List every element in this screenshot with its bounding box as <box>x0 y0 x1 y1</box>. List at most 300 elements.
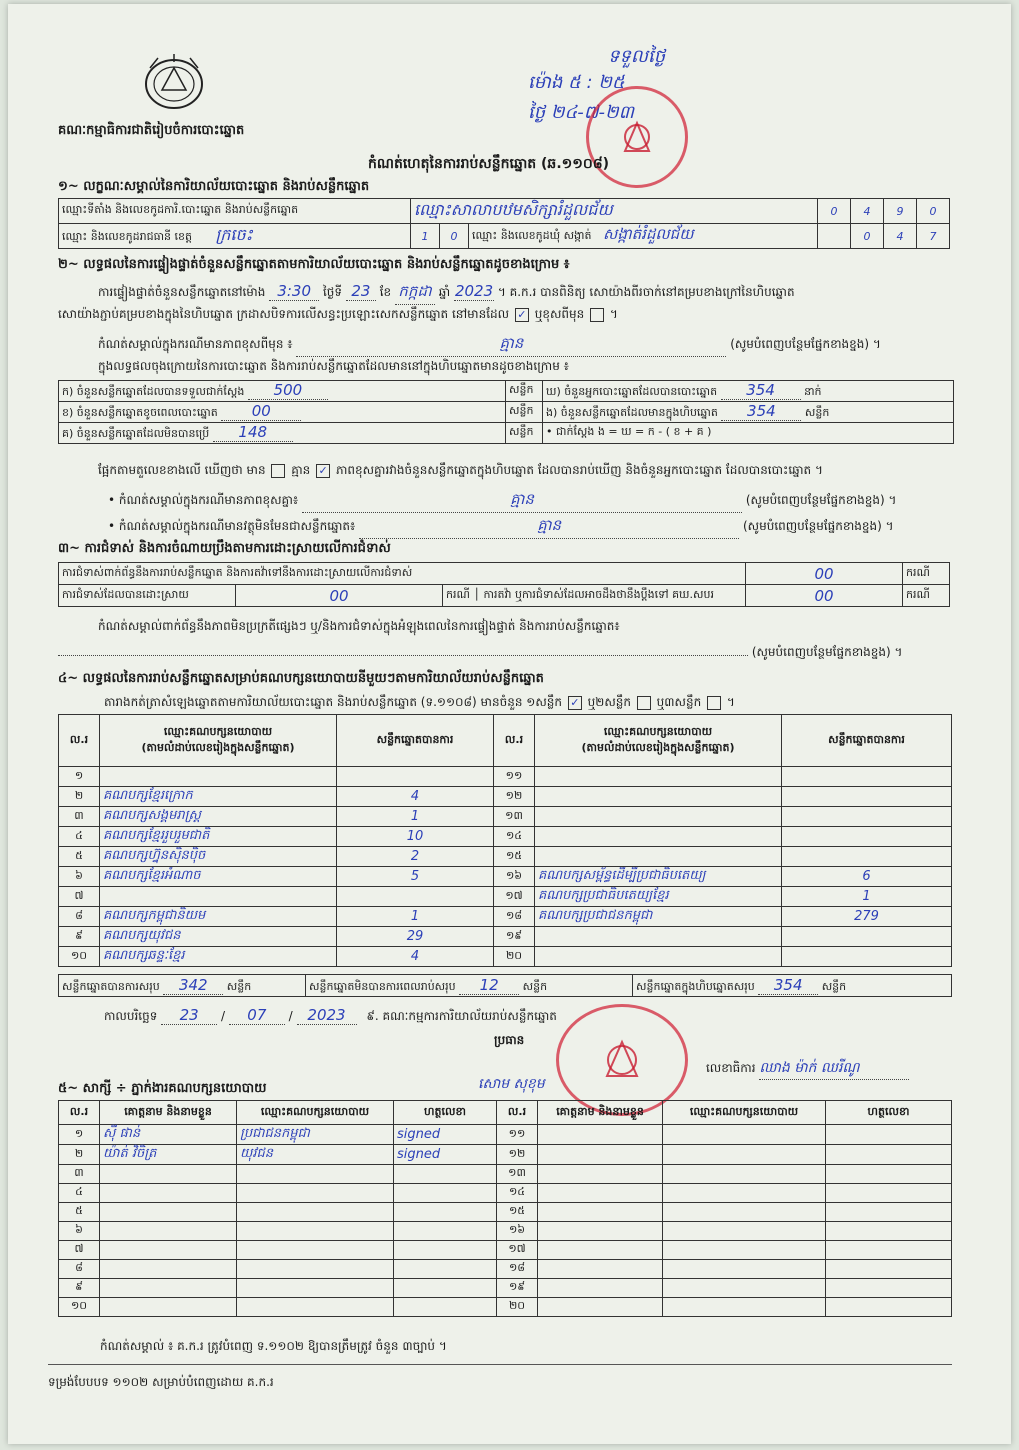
party-votes: 2 <box>337 847 494 867</box>
ballot-row-2 <box>59 402 954 423</box>
section4-title: ៤~ លទ្ធផលនៃការរាប់សន្លឹកឆ្នោតសម្រាប់គណបក្សនយោបាយនីមួយៗតាមការិយាល័យរាប់សន្លឹកឆ្នោត <box>58 671 544 686</box>
total-invalid-label: សន្លឹកឆ្នោតមិនបានការពេលរាប់សរុប <box>309 979 456 993</box>
total-valid-value: 342 <box>163 976 223 995</box>
office-code-1: 0 <box>818 199 851 224</box>
foreign-object-label: • កំណត់សម្គាល់ក្នុងករណីមានវត្ថុមិនមែនជាសន្លឹកឆ្នោត៖ <box>108 519 356 533</box>
witness-name <box>538 1184 663 1203</box>
verify-text: ការផ្ទៀងផ្ទាត់ចំនួនសន្លឹកឆ្នោតនៅម៉ោង <box>98 285 266 299</box>
party-name: គណបក្សប្រជាធិបតេយ្យខ្មែរ <box>535 887 782 907</box>
table-row <box>59 1203 952 1222</box>
party-name: គណបក្សប្រជាជនកម្ពុជា <box>535 907 782 927</box>
witness-no: ៩ <box>59 1279 100 1298</box>
compare-line <box>98 462 823 480</box>
compare-none-label: គ្មាន <box>291 463 311 477</box>
seal-changed-label: ឬខុសពីមុន <box>534 307 585 321</box>
party-no: ៤ <box>59 827 100 847</box>
verify-day: 23 <box>346 282 376 301</box>
date-label: កាលបរិច្ឆេទ <box>104 1009 158 1023</box>
witness-col-no-right: ល.រ <box>497 1101 538 1125</box>
party-votes <box>782 807 952 827</box>
table-row <box>59 1125 952 1145</box>
received-value: 500 <box>248 381 328 400</box>
party-no: ១ <box>59 767 100 787</box>
party-votes: 10 <box>337 827 494 847</box>
table-row <box>59 1298 952 1317</box>
party-no: ១៦ <box>494 867 535 887</box>
party-votes <box>337 767 494 787</box>
table-row <box>59 827 952 847</box>
total-invalid-value: 12 <box>459 976 519 995</box>
party-votes: 1 <box>337 907 494 927</box>
witness-name <box>538 1165 663 1184</box>
received-note-3: ថ្ងៃ ២៤-៧-២៣ <box>528 102 634 123</box>
date-month: 07 <box>229 1006 285 1025</box>
table-row <box>59 1279 952 1298</box>
table-row <box>59 1260 952 1279</box>
witness-name <box>538 1298 663 1317</box>
party-no: ១៧ <box>494 887 535 907</box>
office-label: ឈ្មោះទីតាំង និងលេខកូដការិ.បោះឆ្នោត និងរាប់សន្លឹកឆ្នោត <box>59 199 411 224</box>
witness-no: ១៥ <box>497 1203 538 1222</box>
table-row <box>59 887 952 907</box>
party-no: ៦ <box>59 867 100 887</box>
party-no: ១០ <box>59 947 100 967</box>
witness-name <box>538 1125 663 1145</box>
table-row <box>59 1165 952 1184</box>
verify-tail: ។ គ.ក.រ បានពិនិត្យ សោយ៉ាងពីរចាក់នៅគម្របខាងក្រៅនៃហិបឆ្នោត <box>497 285 795 299</box>
witness-no: ៨ <box>59 1260 100 1279</box>
compare-text: ផ្អែកតាមតួលេខខាងលើ ឃើញថា មាន <box>98 463 266 477</box>
witness-party <box>663 1222 826 1241</box>
total-box-value: 354 <box>758 976 818 995</box>
witness-name <box>100 1222 237 1241</box>
verify-month: កក្កដា <box>395 282 435 305</box>
office-value: ឈ្មោះសាលាបឋមសិក្សារំដួលជ័យ <box>411 199 818 224</box>
seal-text: សោយ៉ាងភ្ជាប់គម្របខាងក្នុងនៃហិបឆ្នោត ក្រដាសបិទការលើសន្ធះប្រឡោះសេកសន្លឹកឆ្នោត នៅមានដែល <box>58 307 510 321</box>
witness-signature <box>394 1298 497 1317</box>
office-code-4: 0 <box>917 199 950 224</box>
voters-value: 354 <box>721 381 801 400</box>
party-no: ១៨ <box>494 907 535 927</box>
party-name <box>100 767 337 787</box>
col-no-right: ល.រ <box>494 715 535 767</box>
witness-no: ១១ <box>497 1125 538 1145</box>
witness-name: យ៉ាត់ វិចិត្រ <box>100 1145 237 1165</box>
witness-no: ១៤ <box>497 1184 538 1203</box>
party-name: គណបក្សកម្ពុជានិយម <box>100 907 337 927</box>
witness-name <box>100 1279 237 1298</box>
witness-party <box>237 1241 394 1260</box>
total-box-label: សន្លឹកឆ្នោតក្នុងហិបឆ្នោតសរុប <box>636 979 755 993</box>
witness-no: ១៦ <box>497 1222 538 1241</box>
witness-party <box>663 1125 826 1145</box>
witness-party <box>237 1279 394 1298</box>
witness-signature <box>826 1203 952 1222</box>
witness-signature <box>826 1241 952 1260</box>
witness-no: ៥ <box>59 1203 100 1222</box>
difference-hint: (សូមបំពេញបន្ថែមផ្នែកខាងខ្នង) ។ <box>745 493 897 507</box>
complaints-table: ការជំទាស់ពាក់ព័ន្ធនឹងការរាប់សន្លឹកឆ្នោត និងការតវ៉ាទៅនឹងការដោះស្រាយលើការជំទាស់ 00 ករណី ការជំទាស់ដែលបានដោះស្រាយ 00 ករណី │ ការតវ៉ា ឬការជំទាស់ដែលអាចដឹងថានឹងប្តឹងទៅ គឃ.សបរ 00 ករណី <box>58 562 950 607</box>
office-code-2: 4 <box>851 199 884 224</box>
col-votes-left: សន្លឹកឆ្នោតបានការ <box>337 715 494 767</box>
province-code-1: 1 <box>411 224 440 249</box>
spoiled-unit: សន្លឹក <box>506 402 543 423</box>
witness-col-name-left: គោត្តនាម និងនាមខ្លួន <box>100 1101 237 1125</box>
commune-label: ឈ្មោះ និងលេខកូដឃុំ សង្កាត់ <box>472 229 592 242</box>
witness-name <box>538 1260 663 1279</box>
party-name <box>535 847 782 867</box>
ballot-row-3 <box>59 423 954 444</box>
party-name: គណបក្សខ្មែរក្រោក <box>100 787 337 807</box>
table-row <box>59 847 952 867</box>
party-votes: 279 <box>782 907 952 927</box>
party-no: ១១ <box>494 767 535 787</box>
witness-party <box>663 1184 826 1203</box>
tally-sheet-text: តារាងកត់ត្រាសំឡេងឆ្នោតតាមការិយាល័យបោះឆ្នោត និងរាប់សន្លឹកឆ្នោត (ទ.១១០៨) មានចំនួន ១សន្លឹក <box>104 695 562 709</box>
party-results-table <box>58 714 952 967</box>
party-name: គណបក្សសម្ព័ន្ធដើម្បីប្រជាធិបតេយ្យ <box>535 867 782 887</box>
totals-table <box>58 974 952 997</box>
commune-value: សង្កាត់រំដួលជ័យ <box>603 225 694 243</box>
complaints-label: ការជំទាស់ពាក់ព័ន្ធនឹងការរាប់សន្លឹកឆ្នោត និងការតវ៉ាទៅនឹងការដោះស្រាយលើការជំទាស់ <box>59 563 746 585</box>
party-no: ២០ <box>494 947 535 967</box>
irregularity-hint: (សូមបំពេញបន្ថែមផ្នែកខាងខ្នង) ។ <box>751 645 903 659</box>
unused-label: គ) ចំនួនសន្លឹកឆ្នោតដែលមិនបានប្រើ <box>62 427 210 440</box>
seal-intact-checkbox[interactable]: ✓ <box>515 308 529 322</box>
verify-line-2: សោយ៉ាងភ្ជាប់គម្របខាងក្នុងនៃហិបឆ្នោត ក្រដាសបិទការលើសន្ធះប្រឡោះសេកសន្លឹកឆ្នោត នៅមានដែល ✓ ឬខុសពីមុន ។ <box>58 307 618 321</box>
form-page <box>8 4 1011 1444</box>
party-votes <box>782 767 952 787</box>
col-party-right: ឈ្មោះគណបក្សនយោបាយ <box>603 724 713 738</box>
table-row <box>59 867 952 887</box>
seal-note-value: គ្មាន <box>296 334 726 357</box>
witness-name <box>538 1241 663 1260</box>
province-value: ក្រចេះ <box>215 225 253 244</box>
witness-party <box>237 1165 394 1184</box>
difference-label: • កំណត់សម្គាល់ក្នុងករណីមានភាពខុសគ្នា៖ <box>108 493 299 507</box>
secretary-line <box>706 1058 909 1080</box>
witness-name: ស៊ី ផាន់ <box>100 1125 237 1145</box>
party-no: ៥ <box>59 847 100 867</box>
witness-signature <box>394 1165 497 1184</box>
witness-signature: signed <box>394 1145 497 1165</box>
col-party-sub-right: (តាមលំដាប់លេខរៀងក្នុងសន្លឹកឆ្នោត) <box>581 740 735 754</box>
chair-title: ប្រធាន <box>494 1033 525 1047</box>
table-row <box>59 947 952 967</box>
witness-signature <box>826 1279 952 1298</box>
party-votes: 4 <box>337 787 494 807</box>
compare-tail: ភាពខុសគ្នារវាងចំនួនសន្លឹកឆ្នោតក្នុងហិបឆ្នោត ដែលបានរាប់ឃើញ និងចំនួនអ្នកបោះឆ្នោត ដែលបានបោះឆ្នោត ។ <box>335 463 823 477</box>
witness-no: ២០ <box>497 1298 538 1317</box>
voters-unit: នាក់ <box>804 385 822 398</box>
complaints-value: 00 <box>746 563 903 585</box>
tally-sheet-line: តារាងកត់ត្រាសំឡេងឆ្នោតតាមការិយាល័យបោះឆ្នោត និងរាប់សន្លឹកឆ្នោត (ទ.១១០៨) មានចំនួន ១សន្លឹក ✓ ឬ២សន្លឹក ឬ៣សន្លឹក ។ <box>104 695 735 709</box>
spoiled-label: ខ) ចំនួនសន្លឹកឆ្នោតខូចពេលបោះឆ្នោត <box>62 406 218 419</box>
party-name: គណបក្សយុវជន <box>100 927 337 947</box>
witness-no: ១០ <box>59 1298 100 1317</box>
witness-no: ៦ <box>59 1222 100 1241</box>
seal-note-hint: (សូមបំពេញបន្ថែមផ្នែកខាងខ្នង) ។ <box>730 337 881 351</box>
witness-signature <box>826 1125 952 1145</box>
foreign-object-note <box>108 516 958 539</box>
foreign-object-value: គ្មាន <box>359 516 739 539</box>
witness-no: ៤ <box>59 1184 100 1203</box>
witness-name <box>538 1145 663 1165</box>
chair-signature: សោម សុខុម <box>478 1076 545 1092</box>
witness-name <box>538 1203 663 1222</box>
witness-no: ៣ <box>59 1165 100 1184</box>
witness-party: ប្រជាជនកម្ពុជា <box>237 1125 394 1145</box>
witness-col-party-left: ឈ្មោះគណបក្សនយោបាយ <box>237 1101 394 1125</box>
party-no: ១២ <box>494 787 535 807</box>
witness-party <box>663 1145 826 1165</box>
witness-signature: signed <box>394 1125 497 1145</box>
party-votes <box>782 947 952 967</box>
unused-unit: សន្លឹក <box>506 423 543 444</box>
witness-col-name-right: គោត្តនាម និងនាមខ្លួន <box>538 1101 663 1125</box>
table-row <box>59 767 952 787</box>
secretary-name: ឈាង ម៉ាក់ ឈរីណូ <box>759 1058 909 1080</box>
party-votes: 4 <box>337 947 494 967</box>
in-box-label: ង) ចំនួនសន្លឹកឆ្នោតដែលមានក្នុងហិបឆ្នោត <box>546 406 718 419</box>
section1-table <box>58 198 950 249</box>
section2-title: ២~ លទ្ធផលនៃការផ្ទៀងផ្ទាត់ចំនួនសន្លឹកឆ្នោតតាមការិយាល័យបោះឆ្នោត និងរាប់សន្លឹកឆ្នោតដូចខាងក្រោម ៖ <box>58 257 570 272</box>
witness-name <box>538 1279 663 1298</box>
witness-party <box>663 1279 826 1298</box>
witness-signature <box>826 1184 952 1203</box>
witness-party <box>663 1260 826 1279</box>
total-valid-label: សន្លឹកឆ្នោតបានការសរុប <box>62 979 160 993</box>
party-no: ៧ <box>59 887 100 907</box>
difference-note <box>108 490 958 513</box>
total-invalid-unit: សន្លឹក <box>522 979 548 993</box>
appeal-label: ការតវ៉ា ឬការជំទាស់ដែលអាចដឹងថានឹងប្តឹងទៅ គឃ.សបរ <box>483 587 714 601</box>
party-name <box>535 927 782 947</box>
party-no: ១៣ <box>494 807 535 827</box>
witness-party <box>237 1184 394 1203</box>
witness-party <box>237 1203 394 1222</box>
irregularity-fill <box>58 644 954 662</box>
seal-note-label: កំណត់សម្គាល់ក្នុងករណីមានភាពខុសពីមុន ៖ <box>98 337 293 351</box>
verify-year-label: ឆ្នាំ <box>438 285 451 299</box>
resolved-unit: ករណី <box>446 587 470 601</box>
commune-code-2: 4 <box>884 224 917 249</box>
three-sheet-label: ឬ៣សន្លឹក <box>656 695 702 709</box>
witness-signature <box>826 1165 952 1184</box>
witness-party <box>237 1222 394 1241</box>
witness-signature <box>394 1184 497 1203</box>
table-row <box>59 787 952 807</box>
verify-year: 2023 <box>454 282 494 300</box>
party-votes <box>782 787 952 807</box>
party-no: ៣ <box>59 807 100 827</box>
result-intro: ក្នុងលទ្ធផលចុងក្រោយនៃការបោះឆ្នោត និងការរាប់សន្លឹកឆ្នោតដែលមាននៅក្នុងហិបឆ្នោតមានដូចខាងក្រោម ៖ <box>98 359 569 373</box>
resolved-label: ការជំទាស់ដែលបានដោះស្រាយ <box>59 585 236 607</box>
witness-name <box>538 1222 663 1241</box>
appeal-value: 00 <box>746 585 903 607</box>
received-note-1: ទទួលថ្ងៃ <box>608 46 666 67</box>
party-name <box>100 887 337 907</box>
witness-party <box>663 1241 826 1260</box>
col-party-left: ឈ្មោះគណបក្សនយោបាយ <box>163 724 273 738</box>
witness-no: ១ <box>59 1125 100 1145</box>
witness-signature <box>826 1222 952 1241</box>
party-no: ១៥ <box>494 847 535 867</box>
seal-note <box>98 334 954 357</box>
table-row <box>59 807 952 827</box>
witness-col-sign-right: ហត្ថលេខា <box>826 1101 952 1125</box>
witness-party <box>663 1298 826 1317</box>
seal-changed-checkbox[interactable] <box>590 308 604 322</box>
one-sheet-checkbox[interactable]: ✓ <box>568 696 582 710</box>
section5-title: ៥~ សាក្សី ÷ ភ្នាក់ងារគណបក្សនយោបាយ <box>58 1081 267 1096</box>
province-label: ឈ្មោះ និងលេខកូដរាជធានី ខេត្ត <box>62 230 192 243</box>
witness-no: ៧ <box>59 1241 100 1260</box>
section1-title: ១~ លក្ខណៈសម្គាល់នៃការិយាល័យបោះឆ្នោត និងរាប់សន្លឹកឆ្នោត <box>58 179 370 194</box>
party-name <box>535 807 782 827</box>
party-no: ១៤ <box>494 827 535 847</box>
witness-no: ១៣ <box>497 1165 538 1184</box>
verify-day-label: ថ្ងៃទី <box>323 285 343 299</box>
two-sheet-checkbox[interactable] <box>637 696 651 710</box>
witness-col-sign-left: ហត្ថលេខា <box>394 1101 497 1125</box>
party-no: ១៩ <box>494 927 535 947</box>
verify-time: 3:30 <box>269 282 319 301</box>
party-votes: 29 <box>337 927 494 947</box>
verify-month-label: ខែ <box>379 285 392 299</box>
party-name <box>535 767 782 787</box>
party-name: គណបក្សហ្វ៊ុនស៊ិនប៉ិច <box>100 847 337 867</box>
formula-label: • ជាក់ស្តែង ង = ឃ = ក - ( ខ + គ ) <box>543 423 954 444</box>
table-row <box>59 1184 952 1203</box>
party-votes: 1 <box>782 887 952 907</box>
party-votes <box>337 887 494 907</box>
unused-value: 148 <box>213 423 293 442</box>
secretary-label: លេខាធិការ <box>706 1061 756 1075</box>
section3-title: ៣~ ការជំទាស់ និងការចំណាយប្រឹងតាមការដោះស្រាយលើការជំទាស់ <box>58 541 391 556</box>
difference-value: គ្មាន <box>302 490 742 513</box>
party-votes <box>782 927 952 947</box>
col-no-left: ល.រ <box>59 715 100 767</box>
witness-name <box>100 1203 237 1222</box>
witness-party <box>663 1165 826 1184</box>
appeal-unit: ករណី <box>903 585 950 607</box>
total-valid-unit: សន្លឹក <box>226 979 252 993</box>
received-label: ក) ចំនួនសន្លឹកឆ្នោតដែលបានទទួលជាក់ស្តែង <box>62 385 245 398</box>
three-sheet-checkbox[interactable] <box>707 696 721 710</box>
party-no: ២ <box>59 787 100 807</box>
spoiled-value: 00 <box>221 402 301 421</box>
party-votes <box>782 827 952 847</box>
verify-line-1 <box>98 282 958 305</box>
two-sheet-label: ឬ២សន្លឹក <box>587 695 632 709</box>
footer-rule <box>48 1364 952 1365</box>
ballot-count-table <box>58 380 954 444</box>
party-name <box>535 787 782 807</box>
received-unit: សន្លឹក <box>506 381 543 402</box>
witness-body <box>59 1125 952 1317</box>
party-name <box>535 947 782 967</box>
date-line: កាលបរិច្ឆេទ 23 / 07 / 2023 ៩. គណៈកម្មការការិយាល័យរាប់សន្លឹកឆ្នោត <box>104 1006 557 1024</box>
in-box-unit: សន្លឹក <box>804 406 830 419</box>
party-results-body <box>59 767 952 967</box>
commune-code-1: 0 <box>851 224 884 249</box>
witness-signature <box>826 1298 952 1317</box>
resolved-value: 00 <box>236 585 443 607</box>
committee-name: គណៈកម្មាធិការជាតិរៀបចំការបោះឆ្នោត <box>58 123 245 138</box>
table-row <box>59 1145 952 1165</box>
party-no: ៩ <box>59 927 100 947</box>
witness-no: ១៩ <box>497 1279 538 1298</box>
witness-signature <box>394 1279 497 1298</box>
table-row <box>59 1241 952 1260</box>
col-party-sub-left: (តាមលំដាប់លេខរៀងក្នុងសន្លឹកឆ្នោត) <box>141 740 295 754</box>
committee-caption: ៩. គណៈកម្មការការិយាល័យរាប់សន្លឹកឆ្នោត <box>366 1009 557 1023</box>
witness-name <box>100 1260 237 1279</box>
party-votes: 5 <box>337 867 494 887</box>
date-day: 23 <box>161 1006 217 1025</box>
foreign-object-hint: (សូមបំពេញបន្ថែមផ្នែកខាងខ្នង) ។ <box>742 519 894 533</box>
province-code-2: 0 <box>440 224 469 249</box>
witness-name <box>100 1241 237 1260</box>
compare-none-checkbox[interactable]: ✓ <box>316 464 330 478</box>
party-no: ៨ <box>59 907 100 927</box>
nec-emblem <box>136 50 212 112</box>
footnote: កំណត់សម្គាល់ ៖ គ.ក.រ ត្រូវបំពេញ ទ.១១០២ ឱ្យបានត្រឹមត្រូវ ចំនួន ៣ច្បាប់ ។ <box>100 1339 447 1353</box>
witness-name <box>100 1165 237 1184</box>
table-row <box>59 1222 952 1241</box>
witness-col-no-left: ល.រ <box>59 1101 100 1125</box>
witness-no: ១៧ <box>497 1241 538 1260</box>
voters-label: ឃ) ចំនួនអ្នកបោះឆ្នោតដែលបានបោះឆ្នោត <box>546 385 718 398</box>
party-votes: 6 <box>782 867 952 887</box>
total-box-unit: សន្លឹក <box>821 979 847 993</box>
party-votes <box>782 847 952 867</box>
witness-no: ១៨ <box>497 1260 538 1279</box>
date-year: 2023 <box>297 1006 357 1025</box>
irregularity-note: កំណត់សម្គាល់ពាក់ព័ន្ធនឹងភាពមិនប្រក្រតីផ្សេងៗ ឬ/និងការជំទាស់ក្នុងអំឡុងពេលនៃការផ្ទៀងផ្ទាត់ និងការរាប់សន្លឹកឆ្នោត៖ <box>98 619 620 633</box>
col-votes-right: សន្លឹកឆ្នោតបានការ <box>782 715 952 767</box>
witness-name <box>100 1184 237 1203</box>
witness-signature <box>394 1260 497 1279</box>
witness-party <box>237 1298 394 1317</box>
office-code-3: 9 <box>884 199 917 224</box>
witness-party <box>663 1203 826 1222</box>
commune-code-3: 7 <box>917 224 950 249</box>
witness-signature <box>826 1145 952 1165</box>
complaints-unit: ករណី <box>903 563 950 585</box>
witness-col-party-right: ឈ្មោះគណបក្សនយោបាយ <box>663 1101 826 1125</box>
table-row <box>59 907 952 927</box>
party-name: គណបក្សខ្មែររួបរួមជាតិ <box>100 827 337 847</box>
party-name: គណបក្សសង្គមរាស្ត្រ <box>100 807 337 827</box>
ballot-row-1 <box>59 381 954 402</box>
party-name: គណបក្សឆន្ទៈខ្មែរ <box>100 947 337 967</box>
form-footer: ទម្រង់បែបបទ ១១០២ សម្រាប់បំពេញដោយ គ.ក.រ <box>48 1375 274 1389</box>
witness-party <box>237 1260 394 1279</box>
witness-no: ២ <box>59 1145 100 1165</box>
in-box-value: 354 <box>721 402 801 421</box>
party-name: គណបក្សខ្មែរអំណាច <box>100 867 337 887</box>
witness-no: ១២ <box>497 1145 538 1165</box>
table-row <box>59 927 952 947</box>
witness-signature <box>394 1222 497 1241</box>
witness-signature <box>826 1260 952 1279</box>
party-name <box>535 827 782 847</box>
compare-has-checkbox[interactable] <box>271 464 285 478</box>
witness-signature <box>394 1241 497 1260</box>
party-votes: 1 <box>337 807 494 827</box>
